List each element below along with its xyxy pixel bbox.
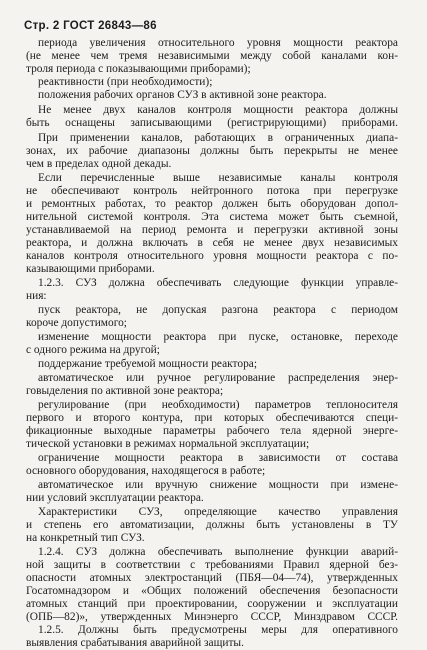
text-line: периода увеличения относительного уровня мощности реактора — [38, 37, 398, 49]
page-number: Стр. 2 — [24, 20, 60, 32]
text-line: выявления срабатывания аварийной защиты. — [26, 637, 244, 649]
text-line: не обеспечивают контроль нейтронного потока при перегрузке — [26, 185, 398, 197]
text-line: с одного режима на другой; — [26, 344, 160, 356]
text-line: Характеристики СУЗ, определяющие качество управления — [38, 506, 398, 518]
text-line: короче допустимого; — [26, 317, 127, 329]
page-header — [24, 20, 157, 32]
text-line: опасности атомных электростанций (ПБЯ—04—74), утвержденных — [26, 572, 398, 584]
text-line: каналов контроля относительного уровня мощности реактора с по- — [26, 250, 398, 262]
text-line: пуск реактора, не допуская разгона реактора с периодом — [38, 304, 398, 316]
text-line: и степень его автоматизации, должны быть установлены в ТУ — [26, 519, 398, 531]
text-line: автоматическое или ручное регулирование распределения энер- — [38, 372, 398, 384]
text-line: быть оснащены записывающими (регистрирующими) приборами. — [26, 117, 398, 129]
text-line: троля периода с показывающими приборами); — [26, 63, 251, 75]
text-line: атомных станций при проектировании, сооружении и эксплуатации — [26, 598, 398, 610]
text-line: казывающими приборами. — [26, 263, 155, 275]
text-line: нительной системой контроля. Эта система может быть съемной, — [26, 211, 398, 223]
text-line: первого и второго контура, при которых обеспечиваются специ- — [26, 412, 398, 424]
text-line: ограничение мощности реактора в зависимости от состава — [38, 452, 398, 464]
text-line: ния: — [26, 290, 47, 302]
text-line: поддержание требуемой мощности реактора; — [38, 358, 257, 370]
text-line: реактора, и должна включать в себя не менее двух независимых — [26, 237, 398, 249]
text-line: (ОПБ—82)», утвержденных Минэнерго СССР, Минздравом СССР. — [26, 611, 398, 623]
text-line: 1.2.4. СУЗ должна обеспечивать выполнение функции аварий- — [38, 546, 398, 558]
text-line: Если перечисленные выше независимые каналы контроля — [38, 172, 398, 184]
text-line: положения рабочих органов СУЗ в активной зоне реактора. — [38, 89, 327, 101]
text-line: чем в пределах одной декады. — [26, 158, 172, 170]
text-line: основного оборудования, находящегося в работе; — [26, 465, 266, 477]
text-line: говыделения по активной зоне реактора; — [26, 385, 224, 397]
text-line: Не менее двух каналов контроля мощности реактора должны — [38, 104, 398, 116]
text-line: автоматическое или вручную снижение мощности при измене- — [38, 479, 398, 491]
text-line: Госатомнадзором и «Общих положений обеспечения безопасности — [26, 585, 398, 597]
text-line: изменение мощности реактора при пуске, остановке, переходе — [38, 331, 398, 343]
text-line: (не менее чем тремя независимыми между собой каналами кон- — [26, 50, 398, 62]
standard-code: ГОСТ 26843—86 — [63, 20, 157, 32]
text-line: устанавливаемой на период ремонта и перегрузки активной зоны — [26, 224, 398, 236]
text-line: При применении каналов, работающих в ограниченных диапа- — [38, 132, 398, 144]
text-line: фикационные выходные параметры рабочего тела ядерной энерге- — [26, 425, 398, 437]
text-line: зонах, их рабочие диапазоны должны быть перекрыты не менее — [26, 145, 398, 157]
text-line: на конкретный тип СУЗ. — [26, 532, 145, 544]
text-line: 1.2.3. СУЗ должна обеспечивать следующие функции управле- — [38, 277, 398, 289]
text-line: и ремонтных работах, то реактор должен быть оборудован допол- — [26, 198, 398, 210]
text-line: нии условий эксплуатации реактора. — [26, 492, 204, 504]
text-line: тической установки в режимах нормальной эксплуатации; — [26, 438, 310, 450]
text-line: ной защиты в соответствии с требованиями Правил ядерной без- — [26, 559, 398, 571]
text-line: 1.2.5. Должны быть предусмотрены меры для оперативного — [38, 624, 398, 636]
text-line: реактивности (при необходимости); — [38, 76, 213, 88]
text-line: регулирование (при необходимости) параметров теплоносителя — [38, 399, 398, 411]
